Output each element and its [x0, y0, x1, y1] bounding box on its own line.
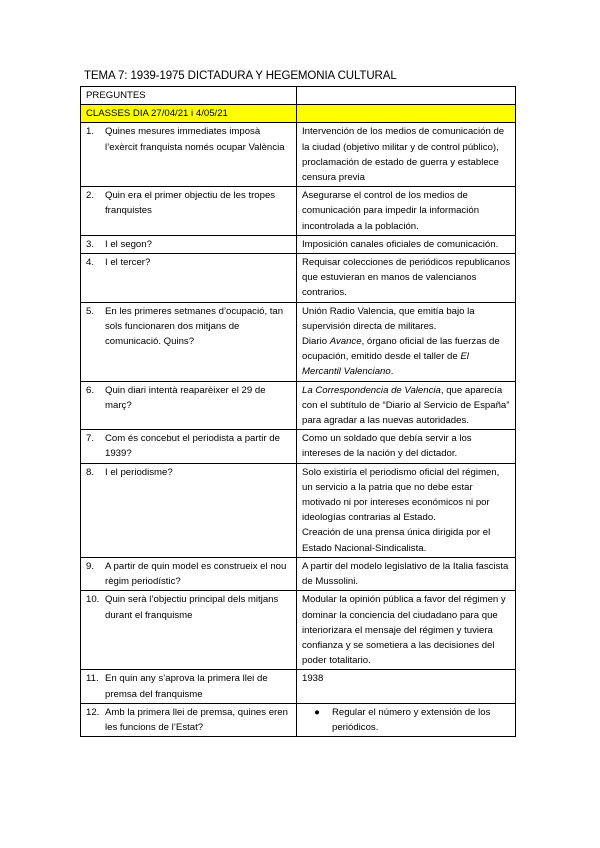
question-number: 10.	[86, 594, 100, 606]
table-row	[81, 591, 516, 670]
question-cell	[81, 187, 297, 236]
answer-cell	[297, 254, 516, 303]
answer-bullet-list	[302, 705, 510, 735]
answer-cell	[297, 463, 516, 557]
question-number: 7.	[86, 433, 95, 445]
table-row	[81, 254, 516, 303]
question-cell	[81, 670, 297, 703]
answer-cell	[297, 381, 516, 430]
answer-text: Asegurarse el control de los medios de comunicación para impedir la información incontrolada a la población.	[302, 190, 480, 232]
table-header-row	[81, 87, 516, 105]
answer-cell	[297, 430, 516, 463]
answer-cell	[297, 670, 516, 703]
table-row	[81, 381, 516, 430]
answer-cell	[297, 557, 516, 590]
table-row	[81, 187, 516, 236]
answer-text: 1938	[302, 673, 324, 685]
question-cell	[81, 430, 297, 463]
question-number: 3.	[86, 238, 95, 250]
table-row	[81, 670, 516, 703]
answer-text: , órgano oficial de las fuerzas de ocupación, emitido desde el taller de	[302, 336, 500, 363]
question-cell	[81, 557, 297, 590]
answer-cell	[297, 187, 516, 236]
question-text: I el tercer?	[105, 257, 151, 269]
answer-text: Diario	[302, 336, 330, 348]
answer-text: Como un soldado que debía servir a los intereses de la nación y del dictador.	[302, 433, 472, 460]
answer-text: Modular la opinión pública a favor del régimen y dominar la conciencia del ciudadano para que interiorizara el mensaje del régimen y tuviera confianza y se sometiera a las decisiones del poder totalitario.	[302, 594, 506, 667]
classes-cell: CLASSES DIA 27/04/21 i 4/05/21	[81, 105, 297, 123]
question-text: Quines mesures immediates imposà l’exèrcit franquista només ocupar València	[105, 126, 285, 153]
answer-text: .	[390, 366, 394, 378]
question-text: Quin era el primer objectiu de les tropes franquistes	[105, 190, 276, 217]
question-text: En quin any s’aprova la primera llei de premsa del franquisme	[105, 673, 268, 700]
table-row	[81, 703, 516, 736]
question-cell	[81, 703, 297, 736]
bullet-icon: ●	[314, 706, 320, 718]
question-text: I el periodisme?	[105, 466, 173, 478]
question-number: 1.	[86, 126, 95, 138]
question-number: 9.	[86, 560, 95, 572]
answer-paragraph: Solo existiría el periodismo oficial del régimen, un servicio a la patria que no debe estar motivado ni por intereses económicos ni por ideologías contrarias al Estado.	[302, 466, 500, 524]
question-text: Quin serà l’objectiu principal dels mitjans durant el franquisme	[105, 594, 279, 621]
answer-text: Intervención de los medios de comunicación de la ciudad (objetivo militar y de control público), proclamación de estado de guerra y establece censura previa	[302, 126, 505, 184]
question-number: 12.	[86, 706, 100, 718]
document-title: TEMA 7: 1939-1975 DICTADURA Y HEGEMONIA CULTURAL	[84, 70, 397, 82]
answer-cell	[297, 123, 516, 187]
question-number: 6.	[86, 384, 95, 396]
answer-paragraph: Unión Radio Valencia, que emitía bajo la supervisión directa de militares.	[302, 305, 475, 332]
header-cell: PREGUNTES	[81, 87, 297, 105]
answer-text: Imposición canales oficiales de comunicación.	[302, 238, 499, 250]
table-row	[81, 123, 516, 187]
answer-cell	[297, 591, 516, 670]
question-number: 8.	[86, 466, 95, 478]
question-cell	[81, 381, 297, 430]
question-text: En les primeres setmanes d’ocupació, tan sols funcionaren dos mitjans de comunicació. Quins?	[105, 305, 284, 348]
answer-text: , que aparecía con el subtítulo de “Diario al Servicio de España” para agradar a las nuevas autoridades.	[302, 384, 510, 427]
table-row	[81, 235, 516, 253]
answer-paragraph: Creación de una prensa única dirigida por el Estado Nacional-Sindicalista.	[302, 527, 491, 554]
question-text: Quin diari intentà reaparèixer el 29 de març?	[105, 384, 266, 411]
classes-row	[81, 105, 516, 123]
newspaper-name: Avance	[329, 336, 362, 348]
table-row	[81, 302, 516, 381]
answer-text: Regular el número y extensión de los periódicos.	[332, 706, 491, 733]
table-row	[81, 463, 516, 557]
question-text: I el segon?	[105, 238, 152, 250]
newspaper-name: La Correspondencia de Valencia	[302, 384, 441, 396]
answer-cell	[297, 703, 516, 736]
answer-text: A partir del modelo legislativo de la Italia fascista de Mussolini.	[302, 560, 509, 588]
question-text: Com és concebut el periodista a partir de 1939?	[105, 433, 280, 460]
question-text: A partir de quin model es construeix el nou règim periodístic?	[105, 560, 287, 588]
question-number: 5.	[86, 305, 95, 317]
table-row	[81, 557, 516, 590]
newspaper-name: El Mercantil Valenciano	[302, 351, 469, 378]
classes-cell-empty	[297, 105, 516, 123]
question-number: 4.	[86, 257, 95, 269]
question-cell	[81, 302, 297, 381]
question-number: 11.	[86, 673, 99, 685]
questions-table	[80, 86, 516, 737]
answer-cell	[297, 235, 516, 253]
answer-cell	[297, 302, 516, 381]
question-cell	[81, 463, 297, 557]
question-cell	[81, 235, 297, 253]
question-cell	[81, 591, 297, 670]
question-text: Amb la primera llei de premsa, quines eren les funcions de l’Estat?	[105, 706, 288, 733]
table-row	[81, 430, 516, 463]
question-cell	[81, 123, 297, 187]
answer-paragraph	[302, 334, 510, 380]
answer-text: Requisar colecciones de periódicos republicanos que estuvieran en manos de valencianos contrarios.	[302, 257, 510, 299]
header-cell-empty	[297, 87, 516, 105]
list-item	[302, 705, 510, 735]
question-cell	[81, 254, 297, 303]
question-number: 2.	[86, 190, 95, 202]
